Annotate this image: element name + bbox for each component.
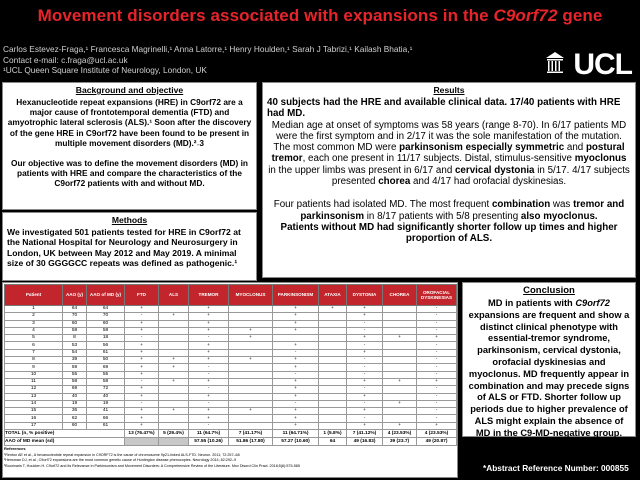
table-cell: + <box>273 422 319 429</box>
background-section <box>2 82 257 210</box>
table-cell: - <box>347 357 383 364</box>
table-cell <box>383 371 417 378</box>
table-cell <box>383 364 417 371</box>
objective-text: Our objective was to define the movement disorders (MD) in patients with HRE and compare the characteristics of the C9orf72 patients with and without MD. <box>11 158 248 189</box>
table-cell <box>229 349 273 356</box>
table-row <box>5 386 457 393</box>
table-cell: 2 <box>5 313 63 320</box>
table-cell: - <box>273 400 319 407</box>
reference-1: ¹Renton AE et al., A hexanucleotide repeat expansion in C9ORF72 is the cause of chromosome 9p21-linked ALS-FTD. Neuron. 2011; 72:257–68 <box>4 452 240 457</box>
table-cell: + <box>125 393 159 400</box>
table-cell: 7 <box>5 349 63 356</box>
table-cell: - <box>189 386 229 393</box>
table-cell: - <box>189 335 229 342</box>
table-header-cell: FTD <box>125 285 159 306</box>
table-cell: 51.86 (17.80) <box>229 438 273 446</box>
table-cell <box>159 422 189 429</box>
table-cell: - <box>417 357 457 364</box>
table-header-cell: MYOCLONUS <box>229 285 273 306</box>
table-cell: 40 <box>63 393 87 400</box>
results-followup: Patients without MD had significantly shorter follow up times and higher proportion of ALS. <box>280 221 618 245</box>
table-header-cell: AAO (y) <box>63 285 87 306</box>
table-cell: + <box>159 357 189 364</box>
table-cell: AAO of MD mean (sd) <box>5 438 125 446</box>
table-cell: 57.27 (10.60) <box>273 438 319 446</box>
table-cell: - <box>417 320 457 327</box>
results-heading: Results <box>433 85 465 95</box>
table-row <box>5 364 457 371</box>
methods-text: We investigated 501 patients tested for HRE in C9orf72 at the National Hospital for Neurology and Neurosurgery in London, UK between May 2012 and May 2019. A minimal size of 30 GGGGCC repeats was defined as pathogenic.¹ <box>7 227 241 268</box>
reference-3: ³Bourinaris T, Houlden H. C9orf72 and its Relevance in Parkinsonism and Movement Disorders: A Comprehensive Review of the Literature. Mov Disord Clin Pract. 2018;5(6):575-585 <box>4 463 300 468</box>
table-cell: + <box>347 349 383 356</box>
title-gene: C9orf72 <box>493 6 558 25</box>
table-cell: 70 <box>87 313 125 320</box>
table-cell: 8 <box>5 357 63 364</box>
table-cell: 17 <box>5 422 63 429</box>
table-cell: + <box>125 357 159 364</box>
table-cell: + <box>417 378 457 385</box>
table-cell: + <box>189 408 229 415</box>
table-header-cell: TREMOR <box>189 285 229 306</box>
table-row <box>5 393 457 400</box>
table-cell: + <box>189 327 229 334</box>
table-cell: + <box>347 393 383 400</box>
table-cell: + <box>319 306 347 313</box>
table-cell: + <box>347 422 383 429</box>
table-cell: 58 <box>87 327 125 334</box>
contact-email: Contact e-mail: c.fraga@ucl.ac.uk <box>3 54 128 65</box>
table-cell <box>229 400 273 407</box>
table-cell: + <box>273 378 319 385</box>
table-cell: + <box>273 342 319 349</box>
table-cell: + <box>125 408 159 415</box>
table-cell: - <box>273 349 319 356</box>
references-heading: References <box>4 446 26 451</box>
table-cell: 62 <box>63 415 87 422</box>
table-cell <box>159 342 189 349</box>
table-header-cell: CHOREA <box>383 285 417 306</box>
table-cell <box>229 393 273 400</box>
table-cell: 5 (29.4%) <box>159 430 189 438</box>
table-cell: + <box>347 306 383 313</box>
table-cell: 11 <box>5 378 63 385</box>
table-cell: - <box>417 408 457 415</box>
table-cell: 64 <box>63 306 87 313</box>
table-cell <box>383 386 417 393</box>
table-row <box>5 335 457 342</box>
table-cell <box>319 335 347 342</box>
results-symptoms: Median age at onset of symptoms was 58 years (range 8-70). In 6/17 patients MD were the first symptom and in 2/17 it was the sole manifestation of the mutation. The most common MD were parkinsonism especially symmetric and postural tremor, each one present in 11/17 subjects. Distal, stimulus-sensitive myoclonus in the upper limbs was present in 6/17 and cervical dystonia in 5/17. 4/17 subjects presented chorea and 4/17 had orofacial dyskinesias. <box>268 119 630 188</box>
table-row <box>5 415 457 422</box>
table-cell <box>229 415 273 422</box>
table-row <box>5 320 457 327</box>
table-cell: + <box>273 357 319 364</box>
table-cell <box>319 349 347 356</box>
conclusion-heading: Conclusion <box>523 285 575 296</box>
table-cell: + <box>125 364 159 371</box>
table-cell: + <box>125 386 159 393</box>
table-cell: - <box>417 400 457 407</box>
table-cell: - <box>417 342 457 349</box>
table-cell <box>319 386 347 393</box>
table-cell: - <box>189 400 229 407</box>
table-cell: 39 <box>63 357 87 364</box>
table-row <box>5 408 457 415</box>
table-cell: 53 <box>63 342 87 349</box>
table-cell: - <box>125 378 159 385</box>
table-cell: 40 <box>87 393 125 400</box>
table-cell: + <box>383 378 417 385</box>
table-cell: + <box>159 378 189 385</box>
table-cell: + <box>347 335 383 342</box>
table-cell: + <box>189 357 229 364</box>
table-row <box>5 400 457 407</box>
table-cell: 69 <box>63 386 87 393</box>
table-cell: + <box>383 422 417 429</box>
table-cell: 70 <box>63 313 87 320</box>
table-cell: + <box>125 371 159 378</box>
table-cell: - <box>347 364 383 371</box>
table-cell: 6 <box>5 342 63 349</box>
table-row <box>5 327 457 334</box>
background-text: Hexanucleotide repeat expansions (HRE) in C9orf72 are a major cause of frontotemporal dementia (FTD) and amyotrophic lateral sclerosis (ALS).¹ Soon after the discovery of the gene HRE in C9orf72 have been found to be present in multiple movement disorders (MD).²˒3 <box>7 97 252 148</box>
table-total-row <box>5 430 457 438</box>
table-cell <box>319 357 347 364</box>
results-combinations: Four patients had isolated MD. The most frequent combination was tremor and parkinsonism in 8/17 patients with 5/8 presenting also myoclonus. <box>273 199 625 222</box>
table-cell <box>229 342 273 349</box>
table-cell: 55 <box>87 371 125 378</box>
table-cell: 18 <box>87 335 125 342</box>
table-cell <box>125 438 159 446</box>
table-cell: + <box>273 386 319 393</box>
table-cell <box>229 313 273 320</box>
table-cell: - <box>417 393 457 400</box>
table-cell: + <box>229 335 273 342</box>
table-cell: - <box>125 313 159 320</box>
table-header-cell: ATAXIA <box>319 285 347 306</box>
table-cell <box>229 386 273 393</box>
table-cell: + <box>229 408 273 415</box>
table-cell: 36 <box>63 408 87 415</box>
table-cell: + <box>189 306 229 313</box>
table-cell <box>159 306 189 313</box>
table-cell: - <box>417 371 457 378</box>
table-cell: - <box>417 415 457 422</box>
table-cell: + <box>273 313 319 320</box>
table-cell: 4 <box>5 327 63 334</box>
table-header-cell: PARKINSONISM <box>273 285 319 306</box>
table-row <box>5 313 457 320</box>
table-cell: 11 (64.7%) <box>189 430 229 438</box>
table-cell: TOTAL (n, % positive) <box>5 430 125 438</box>
table-cell <box>229 364 273 371</box>
table-cell <box>159 371 189 378</box>
table-header-row <box>5 285 457 306</box>
table-cell: - <box>347 371 383 378</box>
table-cell <box>383 313 417 320</box>
table-cell <box>159 335 189 342</box>
abstract-reference: *Abstract Reference Number: 000855 <box>483 463 629 473</box>
table-cell: 7 (41.17%) <box>229 430 273 438</box>
table-cell <box>319 342 347 349</box>
table-cell: 3 <box>5 320 63 327</box>
table-cell: + <box>159 408 189 415</box>
table-cell <box>159 438 189 446</box>
table-cell: 58 <box>63 378 87 385</box>
table-cell <box>229 320 273 327</box>
table-cell: 8 <box>63 335 87 342</box>
table-cell <box>319 320 347 327</box>
table-cell: + <box>229 357 273 364</box>
table-cell: - <box>417 386 457 393</box>
table-header-cell: Patient <box>5 285 63 306</box>
table-cell: + <box>383 335 417 342</box>
table-row <box>5 349 457 356</box>
table-header-cell: ALS <box>159 285 189 306</box>
table-cell: 12 <box>5 386 63 393</box>
table-cell: 19 <box>63 400 87 407</box>
results-summary: 40 subjects had the HRE and available clinical data. 17/40 patients with HRE had MD. <box>267 97 621 120</box>
methods-heading: Methods <box>111 215 148 225</box>
table-cell: - <box>189 371 229 378</box>
table-cell: + <box>273 393 319 400</box>
table-cell: 56 <box>87 342 125 349</box>
table-cell: - <box>125 335 159 342</box>
table-cell: + <box>125 422 159 429</box>
table-cell <box>159 349 189 356</box>
table-cell <box>383 320 417 327</box>
table-cell: 50 <box>87 357 125 364</box>
table-cell: 10 <box>5 371 63 378</box>
table-cell: - <box>417 327 457 334</box>
table-cell <box>229 422 273 429</box>
table-cell <box>383 415 417 422</box>
affiliation: ¹UCL Queen Square Institute of Neurology, London, UK <box>3 65 207 75</box>
table-cell: 1 <box>5 306 63 313</box>
table-cell <box>383 342 417 349</box>
table-cell: + <box>189 342 229 349</box>
table-cell <box>159 386 189 393</box>
table-cell <box>383 408 417 415</box>
table-cell: + <box>273 320 319 327</box>
table-cell: 49 (20.87) <box>417 438 457 446</box>
table-row <box>5 306 457 313</box>
table-cell <box>383 327 417 334</box>
table-cell: - <box>417 349 457 356</box>
table-cell: 64 <box>87 306 125 313</box>
table-cell: 19 <box>87 400 125 407</box>
table-cell: - <box>347 327 383 334</box>
table-cell <box>319 393 347 400</box>
table-cell: + <box>189 378 229 385</box>
table-cell: 14 <box>5 400 63 407</box>
table-cell: 4 (23.53%) <box>417 430 457 438</box>
authors-block <box>3 44 412 76</box>
table-row <box>5 378 457 385</box>
table-cell: + <box>273 306 319 313</box>
table-cell: + <box>159 313 189 320</box>
table-cell: + <box>125 327 159 334</box>
table-header-cell: DYSTONIA <box>347 285 383 306</box>
table-cell: + <box>189 349 229 356</box>
table-cell: + <box>189 320 229 327</box>
table-cell: - <box>417 313 457 320</box>
table-cell: + <box>125 415 159 422</box>
table-header-cell: OROFACIAL DYSKINESIAS <box>417 285 457 306</box>
table-cell <box>159 327 189 334</box>
table-cell <box>319 327 347 334</box>
table-cell <box>319 378 347 385</box>
table-cell: 61 <box>87 349 125 356</box>
table-cell: 16 <box>5 415 63 422</box>
table-cell: 39 (23.7) <box>383 438 417 446</box>
table-cell <box>319 313 347 320</box>
table-cell <box>319 415 347 422</box>
table-cell: + <box>273 408 319 415</box>
conclusion-text: MD in patients with C9orf72 expansions are frequent and show a distinct clinical phenotype with essential-tremor syndrome, parkinsonism, cervical dystonia, orofacial dyskinesias and myoclonus. MD frequently appear in combination and may precede signs of ALS or FTD. Shorter follow up periods due to higher prevalence of ALS might explain the absence of MD in the C9-MD-negative group. <box>468 298 630 438</box>
background-heading: Background and objective <box>75 85 184 95</box>
table-cell: + <box>189 393 229 400</box>
table-cell: + <box>189 415 229 422</box>
table-cell: - <box>273 371 319 378</box>
table-cell <box>159 415 189 422</box>
table-cell: + <box>125 306 159 313</box>
table-cell <box>159 400 189 407</box>
table-cell: - <box>347 342 383 349</box>
table-cell <box>319 400 347 407</box>
table-cell: - <box>417 306 457 313</box>
table-cell: 64 <box>319 438 347 446</box>
table-cell <box>383 357 417 364</box>
table-cell: + <box>417 335 457 342</box>
table-cell: 59 <box>63 364 87 371</box>
table-cell <box>319 364 347 371</box>
title-text: Movement disorders associated with expansions in the <box>37 6 494 25</box>
table-cell: 60 <box>87 320 125 327</box>
table-cell: - <box>189 422 229 429</box>
table-cell: + <box>347 313 383 320</box>
table-cell: - <box>189 364 229 371</box>
table-cell: 7 (41.12%) <box>347 430 383 438</box>
table-cell <box>229 306 273 313</box>
table-cell: + <box>229 327 273 334</box>
table-cell: 1 (5.8%) <box>319 430 347 438</box>
references <box>4 446 459 469</box>
table-cell: 4 (23.53%) <box>383 430 417 438</box>
table-cell: - <box>347 400 383 407</box>
author-list: Carlos Estevez-Fraga,¹ Francesca Magrinelli,¹ Anna Latorre,¹ Henry Houlden,¹ Sarah J Tabrizi,¹ Kailash Bhatia,¹ <box>3 44 413 54</box>
table-cell: - <box>125 400 159 407</box>
table-cell <box>273 335 319 342</box>
table-cell: 58 <box>87 378 125 385</box>
table-cell: 13 <box>5 393 63 400</box>
table-cell: 54 <box>63 349 87 356</box>
table-cell: + <box>125 320 159 327</box>
table-cell: + <box>273 364 319 371</box>
table-cell: 41 <box>87 408 125 415</box>
table-cell: 15 <box>5 408 63 415</box>
table-cell: + <box>347 408 383 415</box>
table-cell: 60 <box>63 422 87 429</box>
table-cell: - <box>347 415 383 422</box>
table-cell: 66 <box>87 415 125 422</box>
table-cell <box>159 393 189 400</box>
table-cell <box>383 393 417 400</box>
table-row <box>5 371 457 378</box>
table-cell: 11 (64.71%) <box>273 430 319 438</box>
table-cell: - <box>347 386 383 393</box>
methods-section <box>2 212 257 281</box>
results-section <box>262 82 636 278</box>
table-cell: + <box>125 342 159 349</box>
table-cell: + <box>273 415 319 422</box>
ucl-logo: UCL <box>573 48 632 81</box>
table-row <box>5 357 457 364</box>
table-cell <box>319 422 347 429</box>
table-cell: + <box>159 364 189 371</box>
table-cell <box>383 306 417 313</box>
poster-title <box>0 6 640 26</box>
patient-table <box>4 284 457 446</box>
table-cell: 58 <box>63 327 87 334</box>
table-cell: 55 <box>63 371 87 378</box>
table-row <box>5 342 457 349</box>
table-cell <box>229 371 273 378</box>
table-cell: 5 <box>5 335 63 342</box>
table-cell: + <box>383 400 417 407</box>
table-cell: 61 <box>87 422 125 429</box>
table-cell: 72 <box>87 386 125 393</box>
table-cell: + <box>417 422 457 429</box>
table-cell: - <box>347 320 383 327</box>
table-cell <box>319 371 347 378</box>
table-cell: 57.55 (10.26) <box>189 438 229 446</box>
ucl-portico-icon <box>546 52 564 74</box>
table-header-cell: AAO of MD (y) <box>87 285 125 306</box>
table-cell <box>383 349 417 356</box>
table-cell: + <box>125 349 159 356</box>
table-cell: 69 <box>87 364 125 371</box>
table-cell <box>159 320 189 327</box>
conclusion-section <box>462 282 636 437</box>
table-cell: 49 (16.83) <box>347 438 383 446</box>
table-cell <box>319 408 347 415</box>
table-cell: + <box>273 327 319 334</box>
table-cell: 9 <box>5 364 63 371</box>
table-cell: + <box>347 378 383 385</box>
table-cell: - <box>417 364 457 371</box>
table-cell <box>229 378 273 385</box>
table-row <box>5 422 457 429</box>
table-cell: 13 (76.47%) <box>125 430 159 438</box>
reference-2: ²Hensman DJ, et al., C9orf72 expansions are the most common genetic cause of Huntington disease phenocopies. Neurology 2014; 82:292–9 <box>4 458 237 463</box>
table-cell: + <box>189 313 229 320</box>
title-suffix: gene <box>557 6 603 25</box>
table-cell: 60 <box>63 320 87 327</box>
table-mean-row <box>5 438 457 446</box>
